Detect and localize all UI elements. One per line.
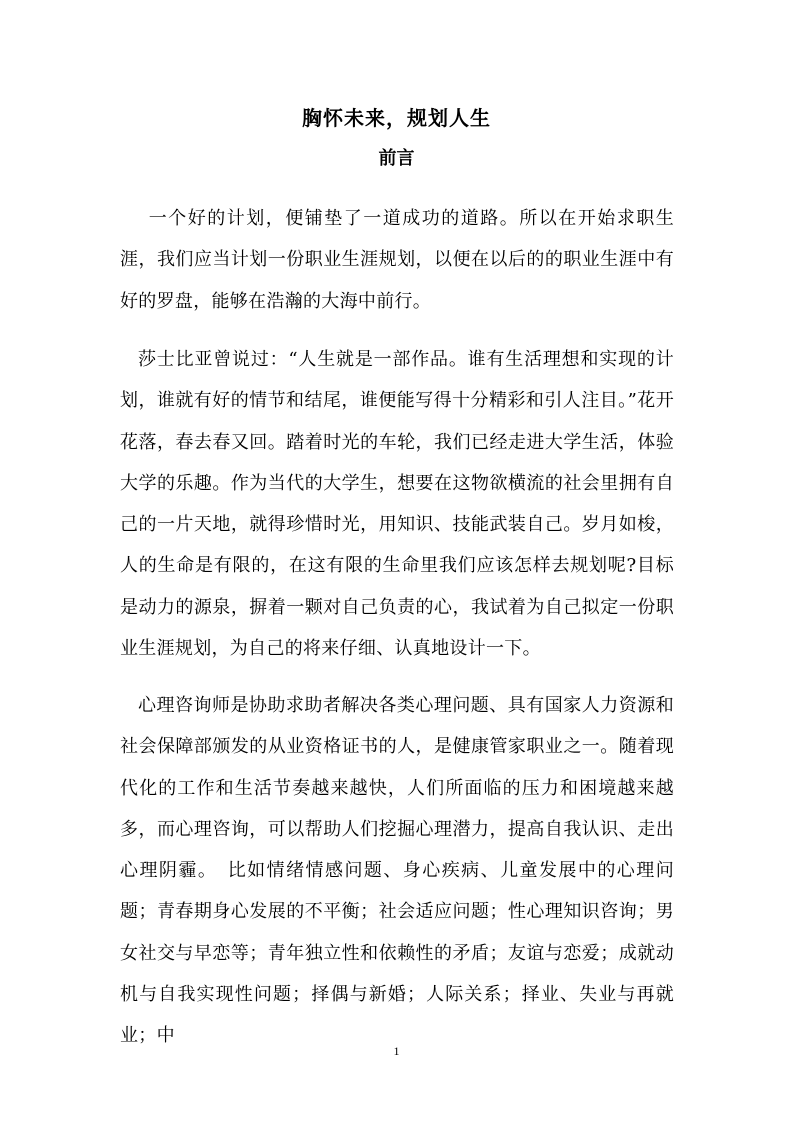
- paragraph-2: 莎士比亚曾说过：“人生就是一部作品。谁有生活理想和实现的计划，谁就有好的情节和结尾，谁便能写得十分精彩和引人注目。”花开花落，春去春又回。踏着时光的车轮，我们已经走进大学生活，体验大学的乐趣。作为当代的大学生，想要在这物欲横流的社会里拥有自己的一片天地，就得珍惜时光，用知识、技能武装自己。岁月如梭，人的生命是有限的，在这有限的生命里我们应该怎样去规划呢?目标是动力的源泉，摒着一颗对自己负责的心，我试着为自己拟定一份职业生涯规划，为自己的将来仔细、认真地设计一下。: [120, 349, 674, 660]
- paragraph-1: 一个好的计划，便铺垫了一道成功的道路。所以在开始求职生涯，我们应当计划一份职业生涯规划，以便在以后的的职业生涯中有好的罗盘，能够在浩瀚的大海中前行。: [120, 208, 674, 312]
- section-heading: 前言: [378, 148, 415, 169]
- page-number: 1: [393, 1044, 400, 1058]
- paragraph-3: 心理咨询师是协助求助者解决各类心理问题、具有国家人力资源和社会保障部颁发的从业资格证书的人，是健康管家职业之一。随着现代化的工作和生活节奏越来越快，人们所面临的压力和困境越来越多，而心理咨询，可以帮助人们挖掘心理潜力，提高自我认识、走出心理阴霾。 比如情绪情感问题、身心疾病、儿童发展中的心理问题；青春期身心发展的不平衡；社会适应问题；性心理知识咨询；男女社交与早恋等；青年独立性和依赖性的矛盾；友谊与恋爱；成就动机与自我实现性问题；择偶与新婚；人际关系；择业、失业与再就业；中: [120, 695, 674, 1047]
- document-title: 胸怀未来，规划人生: [302, 106, 491, 130]
